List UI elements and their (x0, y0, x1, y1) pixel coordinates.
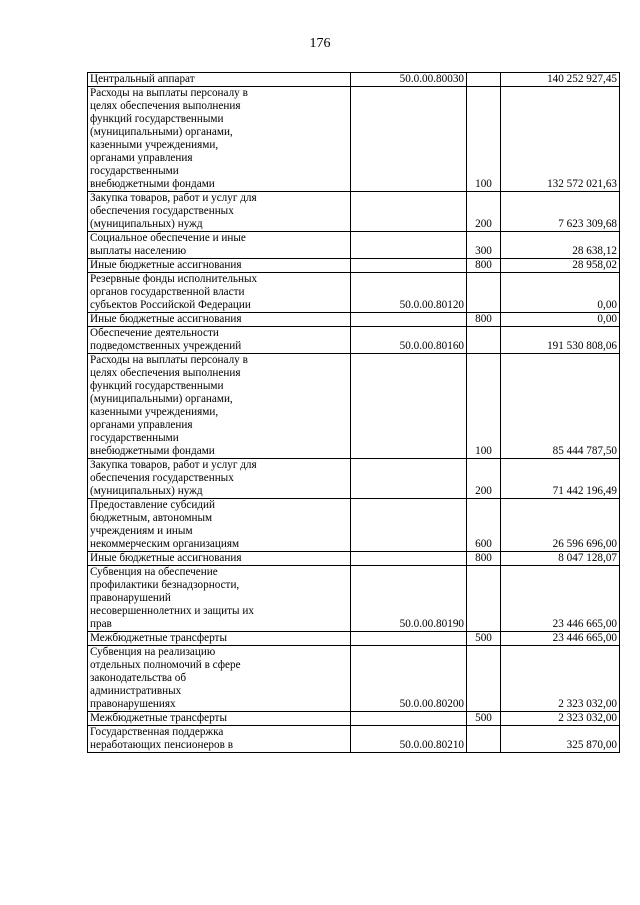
row-name-cell (88, 354, 351, 459)
row-type-cell: 500 (467, 712, 501, 726)
row-amount-cell: 191 530 808,06 (501, 327, 620, 354)
table-row (88, 87, 620, 192)
row-name-text: Расходы на выплаты персоналу в целях обеспечения выполнения функций государственными (муниципальными) органами, казенными учреждениями, органами управления государственными внебюджетными фондами (90, 87, 248, 190)
row-amount-cell: 71 442 196,49 (501, 459, 620, 499)
row-code-cell (351, 232, 467, 259)
budget-table (87, 72, 620, 753)
row-type-cell: 200 (467, 459, 501, 499)
table-row (88, 459, 620, 499)
row-type-cell: 800 (467, 259, 501, 273)
row-type-cell (467, 273, 501, 313)
table-row (88, 273, 620, 313)
row-name-text: Закупка товаров, работ и услуг для обеспечения государственных (муниципальных) нужд (90, 459, 257, 497)
row-amount-cell: 2 323 032,00 (501, 646, 620, 712)
table-row (88, 646, 620, 712)
row-type-cell: 200 (467, 192, 501, 232)
row-name-text: Государственная поддержка неработающих пенсионеров в (90, 726, 233, 751)
row-name-text: Субвенция на реализацию отдельных полномочий в сфере законодательства об административных правонарушениях (90, 646, 241, 710)
row-code-cell (351, 87, 467, 192)
row-name-text: Иные бюджетные ассигнования (90, 259, 242, 271)
row-code-cell (351, 313, 467, 327)
row-name-text: Расходы на выплаты персоналу в целях обеспечения выполнения функций государственными (муниципальными) органами, казенными учреждениями, органами управления государственными внебюджетными фондами (90, 354, 248, 457)
row-code-cell: 50.0.00.80120 (351, 273, 467, 313)
row-name-cell (88, 232, 351, 259)
row-name-cell (88, 313, 351, 327)
table-row (88, 632, 620, 646)
row-name-text: Иные бюджетные ассигнования (90, 313, 242, 325)
row-code-cell: 50.0.00.80210 (351, 726, 467, 753)
row-name-text: Межбюджетные трансферты (90, 632, 227, 644)
row-name-cell (88, 646, 351, 712)
row-amount-cell: 85 444 787,50 (501, 354, 620, 459)
row-code-cell (351, 259, 467, 273)
table-row (88, 327, 620, 354)
table-row (88, 259, 620, 273)
row-name-cell (88, 259, 351, 273)
row-amount-cell: 23 446 665,00 (501, 632, 620, 646)
row-type-cell: 100 (467, 87, 501, 192)
row-code-cell (351, 354, 467, 459)
row-name-text: Иные бюджетные ассигнования (90, 552, 242, 564)
table-row (88, 552, 620, 566)
row-name-cell (88, 566, 351, 632)
page-number: 176 (309, 36, 331, 51)
row-code-cell (351, 192, 467, 232)
row-amount-cell: 26 596 696,00 (501, 499, 620, 552)
row-name-text: Обеспечение деятельности подведомственных учреждений (90, 327, 242, 352)
row-amount-cell: 28 958,02 (501, 259, 620, 273)
table-row (88, 566, 620, 632)
table-row (88, 192, 620, 232)
row-type-cell (467, 327, 501, 354)
row-name-text: Центральный аппарат (90, 73, 195, 85)
table-row (88, 313, 620, 327)
row-amount-cell: 0,00 (501, 273, 620, 313)
row-code-cell (351, 552, 467, 566)
table-row (88, 499, 620, 552)
row-amount-cell: 0,00 (501, 313, 620, 327)
row-type-cell: 600 (467, 499, 501, 552)
row-name-text: Межбюджетные трансферты (90, 712, 227, 724)
row-type-cell: 300 (467, 232, 501, 259)
row-amount-cell: 132 572 021,63 (501, 87, 620, 192)
row-name-text: Резервные фонды исполнительных органов государственной власти субъектов Российской Федерации (90, 273, 258, 311)
row-type-cell: 800 (467, 552, 501, 566)
row-code-cell (351, 712, 467, 726)
row-amount-cell: 7 623 309,68 (501, 192, 620, 232)
row-name-text: Социальное обеспечение и иные выплаты населению (90, 232, 246, 257)
row-name-cell (88, 712, 351, 726)
row-type-cell (467, 73, 501, 87)
row-name-cell (88, 459, 351, 499)
row-name-cell (88, 273, 351, 313)
table-row (88, 354, 620, 459)
row-amount-cell: 2 323 032,00 (501, 712, 620, 726)
row-name-cell (88, 499, 351, 552)
row-name-cell (88, 192, 351, 232)
row-amount-cell: 23 446 665,00 (501, 566, 620, 632)
row-type-cell: 800 (467, 313, 501, 327)
row-name-cell (88, 726, 351, 753)
row-name-text: Предоставление субсидий бюджетным, автономным учреждениям и иным некоммерческим организациям (90, 499, 240, 550)
row-name-text: Закупка товаров, работ и услуг для обеспечения государственных (муниципальных) нужд (90, 192, 257, 230)
row-code-cell: 50.0.00.80160 (351, 327, 467, 354)
row-amount-cell: 140 252 927,45 (501, 73, 620, 87)
row-type-cell (467, 726, 501, 753)
row-amount-cell: 325 870,00 (501, 726, 620, 753)
table-row (88, 712, 620, 726)
row-name-text: Субвенция на обеспечение профилактики безнадзорности, правонарушений несовершеннолетних и защиты их прав (90, 566, 254, 630)
row-code-cell (351, 499, 467, 552)
row-code-cell (351, 459, 467, 499)
row-amount-cell: 28 638,12 (501, 232, 620, 259)
row-name-cell (88, 327, 351, 354)
row-type-cell: 500 (467, 632, 501, 646)
row-code-cell: 50.0.00.80190 (351, 566, 467, 632)
row-type-cell (467, 646, 501, 712)
row-name-cell (88, 552, 351, 566)
row-code-cell: 50.0.00.80030 (351, 73, 467, 87)
row-code-cell (351, 632, 467, 646)
table-row (88, 73, 620, 87)
row-code-cell: 50.0.00.80200 (351, 646, 467, 712)
row-name-cell (88, 87, 351, 192)
row-name-cell (88, 632, 351, 646)
row-name-cell (88, 73, 351, 87)
row-type-cell: 100 (467, 354, 501, 459)
table-row (88, 232, 620, 259)
budget-table-body (88, 73, 620, 753)
row-amount-cell: 8 047 128,07 (501, 552, 620, 566)
table-row (88, 726, 620, 753)
row-type-cell (467, 566, 501, 632)
